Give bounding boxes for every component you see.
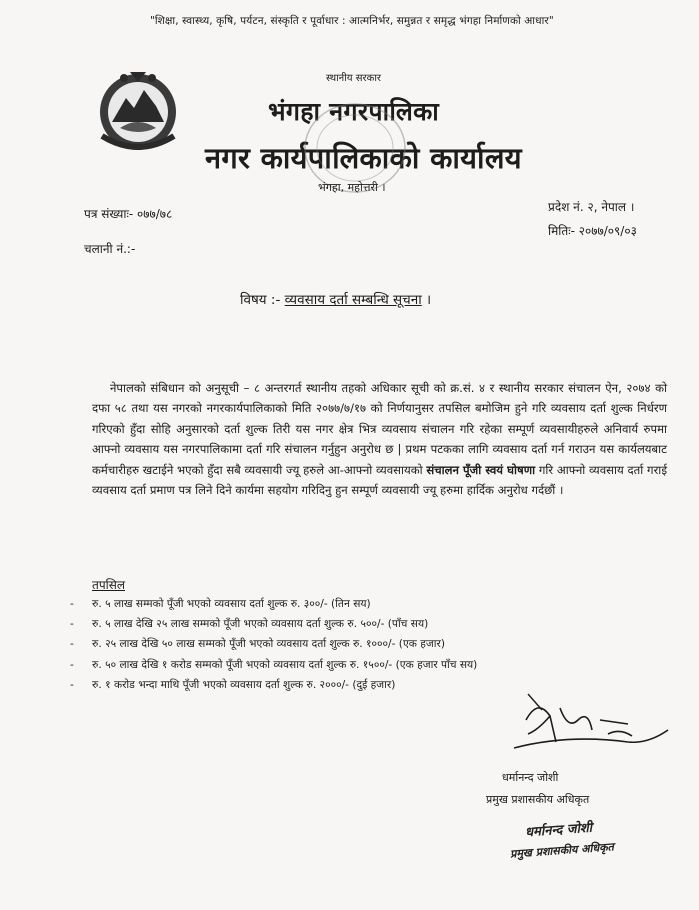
fee-item <box>70 655 670 675</box>
province-label: प्रदेश नं. २, नेपाल । <box>548 200 635 214</box>
fee-item-text: रु. ५ लाख सम्मको पूँजी भएको व्यवसाय दर्ता शुल्क रु. ३००/- (तिन सय) <box>92 598 371 610</box>
municipality-name: भंगहा नगरपालिका <box>268 97 440 126</box>
signatory-name: धर्मानन्द जोशी <box>502 771 559 784</box>
fee-item-text: रु. ५ लाख देखि २५ लाख सम्मको पूँजी भएको व्यवसाय दर्ता शुल्क रु. ५००/- (पाँच सय) <box>92 618 429 631</box>
schedule-label: तपसिल <box>92 578 126 592</box>
government-emblem-icon <box>94 66 182 154</box>
letter-date: मितिः- २०७७/०९/०३ <box>548 224 637 238</box>
bullet-dash: - <box>70 658 74 671</box>
stamp-signatory-title: प्रमुख प्रशासकीय अधिकृत <box>509 840 615 861</box>
body-emphasis: संचालन पूँजी स्वयं घोषणा <box>426 462 536 477</box>
office-address: भंगहा, महोत्तरी । <box>318 181 386 194</box>
dispatch-number: चलानी नं.:- <box>84 242 136 256</box>
bullet-dash: - <box>70 638 74 651</box>
subject-prefix: विषय :- <box>240 292 281 308</box>
fee-item <box>70 594 670 614</box>
subject-line <box>240 290 431 308</box>
letterhead-motto: "शिक्षा, स्वास्थ्य, कृषि, पर्यटन, संस्कृति र पूर्वाधार : आत्मनिर्भर, समुन्नत र समृद्ध भंगहा निर्माणको आधार" <box>150 15 554 27</box>
body-part-2: गरि आफ्नो व्यवसाय दर्ता गराई व्यवसाय दर्ता प्रमाण पत्र लिने दिने कार्यमा सहयोग गरिदिनु हुन सम्पूर्ण व्यवसायी ज्यू हरुमा हार्दिक अनुरोध गर्दछौं । <box>92 462 668 498</box>
fee-item-text: रु. १ करोड भन्दा माथि पूँजी भएको व्यवसाय दर्ता शुल्क रु. २०००/- (दुई हजार) <box>92 678 396 691</box>
signatory-title: प्रमुख प्रशासकीय अधिकृत <box>486 793 590 806</box>
notice-body <box>92 378 667 500</box>
bullet-dash: - <box>70 618 74 631</box>
body-part-1: नेपालको संबिधान को अनुसूची – ८ अन्तरगर्त स्थानीय तहको अधिकार सूची को क्र.सं. ४ र स्थानीय सरकार संचालन ऐन, २०७४ को दफा ५८ तथा यस नगरको नगरकार्यपालिकाको मिति २०७७/७/१७ को निर्णयानुसर तपसिल बमोजिम हुने गरि व्यवसाय दर्ता शुल्क निर्धरण गरिएको हुँदा सोहि अनुसारको दर्ता शुल्क तिरी यस नगर क्षेत्र भित्र व्यवसाय संचालन गरि रहेका सम्पूर्ण व्यवसायीहरुले अनिवार्य रुपमा आफ्नो व्यवसाय यस नगरपालिकामा दर्ता गरि संचालन गर्नुहुन अनुरोध छ | प्रथम पटकका लागि व्यवसाय दर्ता गर्न गराउन यस कार्यलयबाट कर्मचारीहरु खटाईने भएको हुँदा सबै व्यवसायी ज्यू हरुले आ-आफ्नो व्यवसायको <box>92 381 667 477</box>
fee-item <box>70 634 670 654</box>
fee-item-text: रु. ५० लाख देखि १ करोड सम्मको पूँजी भएको व्यवसाय दर्ता शुल्क रु. १५००/- (एक हजार पाँच सय) <box>92 658 478 671</box>
subject-text: व्यवसाय दर्ता सम्बन्धि सूचना <box>284 292 422 308</box>
subject-suffix: । <box>426 292 432 308</box>
government-label: स्थानीय सरकार <box>326 73 381 84</box>
bullet-dash: - <box>70 678 74 691</box>
office-name: नगर कार्यपालिकाको कार्यालय <box>205 141 522 175</box>
fee-item <box>70 614 670 634</box>
handwritten-signature <box>508 690 673 762</box>
reference-number: पत्र संख्याः- ०७७/७८ <box>84 207 173 221</box>
bullet-dash: - <box>70 598 74 610</box>
fee-item-text: रु. २५ लाख देखि ५० लाख सम्मको पूँजी भएको व्यवसाय दर्ता शुल्क रु. १०००/- (एक हजार) <box>92 638 446 651</box>
stamp-signatory-name: धर्मानन्द जोशी <box>524 820 593 841</box>
fee-schedule-list <box>70 594 670 695</box>
